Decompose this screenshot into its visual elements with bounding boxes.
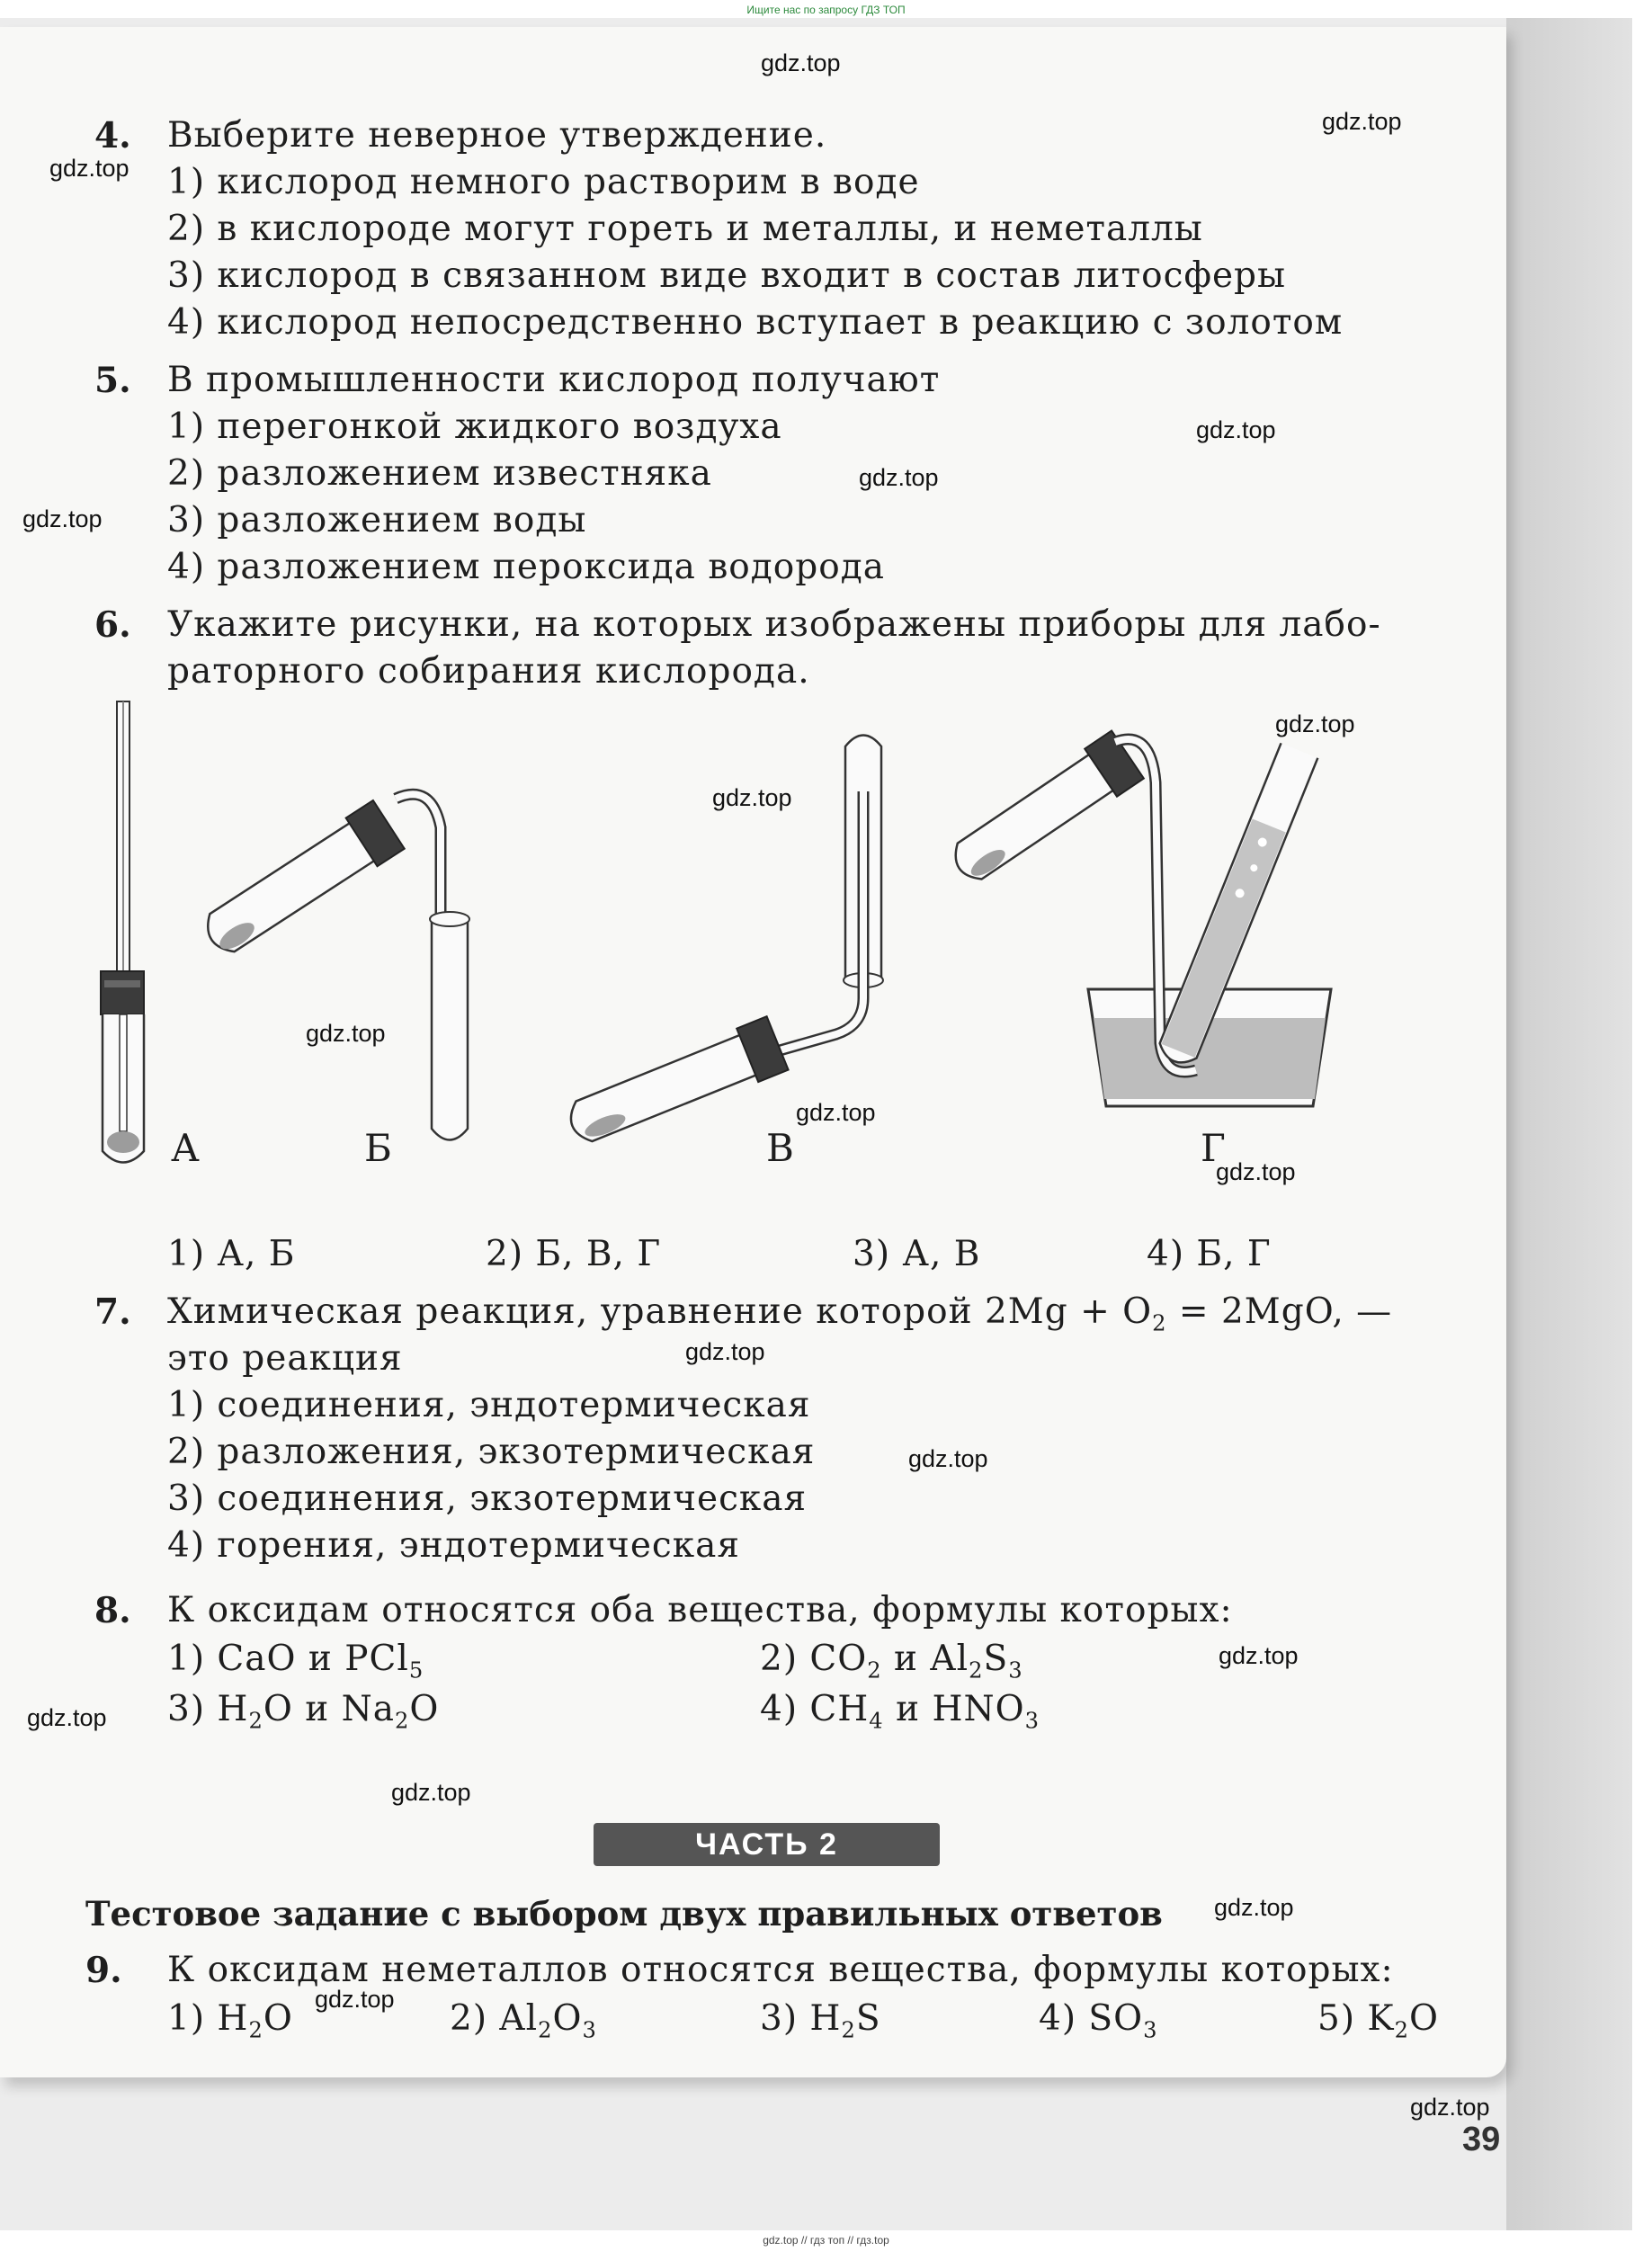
question-9-option-4: 4) $SO_3$	[1039, 1998, 1158, 2043]
question-5-option-4: 4) разложением пероксида водорода	[167, 547, 885, 587]
watermark: gdz.top	[1214, 1894, 1294, 1921]
question-4-text: Выберите неверное утверждение.	[167, 115, 827, 156]
figure-label-a: А	[171, 1126, 200, 1170]
question-9-option-2: 2) $Al_2O_3$	[450, 1998, 597, 2043]
watermark: gdz.top	[908, 1445, 988, 1472]
question-5-option-1: 1) перегонкой жидкого воздуха	[167, 406, 782, 447]
question-7-option-4: 4) горения, эндотермическая	[167, 1525, 740, 1566]
apparatus-a-icon	[101, 701, 144, 1163]
question-9-option-3: 3) $H_2S$	[760, 1998, 881, 2043]
question-6-text-line-1: Укажите рисунки, на которых изображены приборы для лабо-	[167, 604, 1381, 645]
watermark: gdz.top	[49, 155, 129, 182]
watermark: gdz.top	[712, 784, 792, 811]
question-5-option-2: 2) разложением известняка	[167, 453, 712, 494]
question-6-option-4: 4) Б, Г	[1147, 1234, 1272, 1274]
page-number: 39	[1462, 2121, 1501, 2158]
question-7-text-line-2: это реакция	[167, 1338, 403, 1379]
apparatus-b-icon	[196, 794, 469, 1139]
question-5-option-3: 3) разложением воды	[167, 500, 587, 540]
question-6-text-line-2: раторного собирания кислорода.	[167, 651, 810, 692]
question-8-option-2: 2) $CO_2$ и $Al_2S_3$	[760, 1639, 1023, 1684]
question-7-option-3: 3) соединения, экзотермическая	[167, 1478, 808, 1519]
apparatus-v-icon	[562, 736, 883, 1153]
section-title: Тестовое задание с выбором двух правильных ответов	[85, 1894, 1163, 1934]
right-page-edge	[1506, 18, 1632, 2230]
question-7-option-1: 1) соединения, эндотермическая	[167, 1385, 811, 1425]
watermark: gdz.top	[1410, 2094, 1490, 2121]
question-9-number: 9.	[85, 1950, 122, 1991]
question-8-text: К оксидам относятся оба вещества, формулы которых:	[167, 1590, 1233, 1630]
question-4-option-1: 1) кислород немного растворим в воде	[167, 162, 920, 202]
figure-label-g: Г	[1201, 1126, 1226, 1170]
question-5-text: В промышленности кислород получают	[167, 360, 941, 400]
question-8-option-3: 3) $H_2O$ и $Na_2O$	[167, 1689, 440, 1734]
watermark: gdz.top	[761, 49, 841, 76]
question-7-number: 7.	[94, 1291, 131, 1333]
watermark: gdz.top	[306, 1020, 386, 1047]
question-4-option-2: 2) в кислороде могут гореть и металлы, и неметаллы	[167, 209, 1203, 249]
watermark: gdz.top	[22, 505, 103, 532]
figure-label-b: Б	[364, 1126, 392, 1170]
watermark: gdz.top	[1216, 1158, 1296, 1185]
question-6-option-3: 3) А, В	[853, 1234, 981, 1274]
figure-label-v: В	[766, 1126, 794, 1170]
lab-apparatus-figure	[72, 683, 1367, 1187]
question-8-option-4: 4) $CH_4$ и $HNO_3$	[760, 1689, 1040, 1734]
top-banner: Ищите нас по запросу ГДЗ ТОП	[746, 4, 906, 16]
watermark: gdz.top	[1322, 108, 1402, 135]
watermark: gdz.top	[1219, 1642, 1299, 1669]
question-9-option-5: 5) $K_2O$	[1317, 1998, 1439, 2043]
apparatus-g-icon	[943, 730, 1331, 1106]
question-4-number: 4.	[94, 115, 131, 156]
part-2-banner: ЧАСТЬ 2	[594, 1823, 940, 1866]
question-8-number: 8.	[94, 1590, 131, 1631]
question-7-option-2: 2) разложения, экзотермическая	[167, 1432, 816, 1472]
watermark: gdz.top	[796, 1099, 876, 1126]
watermark: gdz.top	[315, 1986, 395, 2013]
question-8-option-1: 1) CaO и PCl$_5$	[167, 1639, 424, 1684]
question-6-option-2: 2) Б, В, Г	[486, 1234, 662, 1274]
watermark: gdz.top	[859, 464, 939, 491]
question-6-number: 6.	[94, 604, 131, 646]
question-4-option-4: 4) кислород непосредственно вступает в реакцию с золотом	[167, 302, 1344, 343]
watermark: gdz.top	[1275, 710, 1355, 737]
watermark: gdz.top	[391, 1779, 471, 1806]
question-6-option-1: 1) А, Б	[167, 1234, 296, 1274]
bottom-banner: gdz.top // гдз топ // гдз.top	[763, 2234, 889, 2247]
question-7-text-line-1: Химическая реакция, уравнение которой $2Mg + O_2 = 2MgO$, —	[167, 1291, 1393, 1336]
question-9-option-1: 1) $H_2O$	[167, 1998, 293, 2043]
watermark: gdz.top	[27, 1704, 107, 1731]
question-5-number: 5.	[94, 360, 131, 401]
question-9-text: К оксидам неметаллов относятся вещества, формулы которых:	[167, 1950, 1394, 1990]
question-4-option-3: 3) кислород в связанном виде входит в состав литосферы	[167, 255, 1287, 296]
watermark: gdz.top	[685, 1338, 765, 1365]
watermark: gdz.top	[1196, 416, 1276, 443]
